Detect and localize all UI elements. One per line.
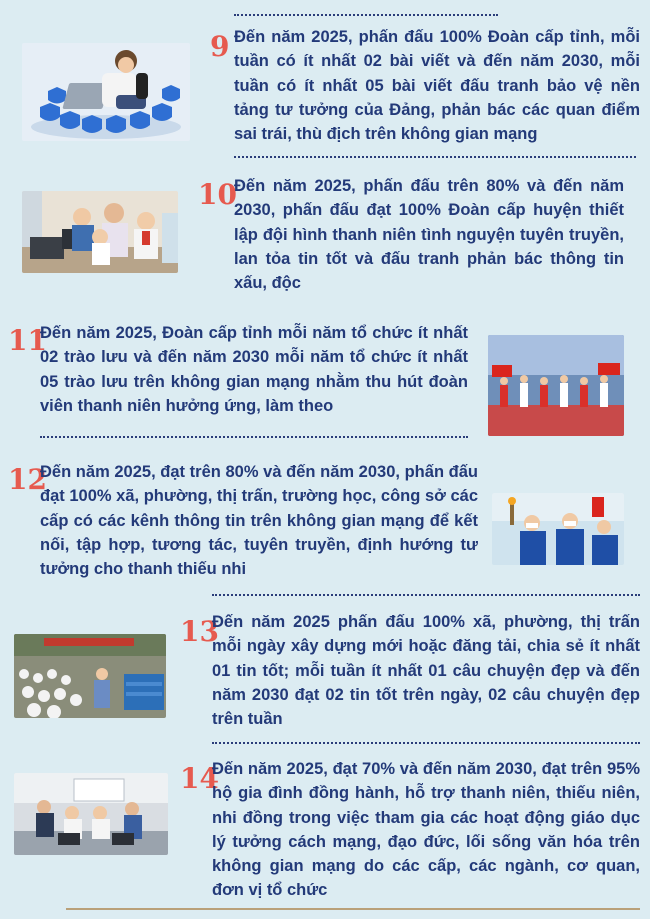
divider-top [234,14,498,16]
item-14-text: Đến năm 2025, đạt 70% và đến năm 2030, đạt trên 95% hộ gia đình đồng hành, hỗ trợ thanh niên, thiếu niên, nhi đồng trong việc tham gia các hoạt động giáo dục lý tưởng cách mạng, đạo đức, lối sống văn hóa trên không gian mạng do các cấp, các ngành, cơ quan, đơn vị tổ chức [212,760,640,900]
item-9-text: Đến năm 2025, phấn đấu 100% Đoàn cấp tỉnh, mỗi tuần có ít nhất 02 bài viết và đến năm 2030, mỗi tuần có ít nhất 05 bài viết đấu tranh bảo vệ nền tảng tư tưởng của Đảng, phản bác các quan điểm sai trái, thù địch trên không gian mạng [234,28,640,144]
item-11-text: Đến năm 2025, Đoàn cấp tỉnh mỗi năm tổ chức ít nhất 02 trào lưu và đến năm 2030 mỗi năm tổ chức ít nhất 05 trào lưu trên không gian mạng nhằm thu hút đoàn viên thanh niên hưởng ứng, làm theo [40,324,468,415]
item-11-image [488,335,624,436]
item-12-image [492,493,624,565]
item-14-number: 14 [180,762,219,795]
item-13-text: Đến năm 2025 phấn đấu 100% xã, phường, thị trấn mỗi ngày xây dựng mới hoặc đăng tải, chia sẻ ít nhất 01 tin tốt; mỗi tuần ít nhất 01 câu chuyện đẹp và đến năm 2030 đạt 02 tin tốt trên ngày, 02 câu chuyện đẹp trên tuần [212,613,640,729]
item-10-text: Đến năm 2025, phấn đấu trên 80% và đến năm 2030, phấn đấu đạt 100% Đoàn cấp huyện thiết lập đội hình thanh niên tình nguyện tuyên truyền, lan tỏa tin tốt và đấu tranh phản bác thông tin xấu, độc [234,177,624,293]
item-11-number: 11 [8,324,47,357]
divider-11 [40,436,468,438]
item-14-image [14,773,168,855]
item-10-number: 10 [198,178,237,211]
item-10-image [22,191,178,273]
item-12-number: 12 [8,463,47,496]
item-9-image [22,43,190,141]
item-13-image [14,634,166,718]
item-12-text: Đến năm 2025, đạt trên 80% và đến năm 2030, phấn đấu đạt 100% xã, phường, thị trấn, trường học, công sở các cấp có các kênh thông tin trên không gian mạng để kết nối, tập hợp, tương tác, tuyên truyền, định hướng tư tưởng cho thanh thiếu nhi [40,463,478,579]
bottom-divider [66,908,640,910]
divider-13 [212,742,640,744]
divider-9 [234,156,636,158]
item-13-number: 13 [180,615,219,648]
item-9-number: 9 [210,30,230,63]
divider-12 [212,594,640,596]
